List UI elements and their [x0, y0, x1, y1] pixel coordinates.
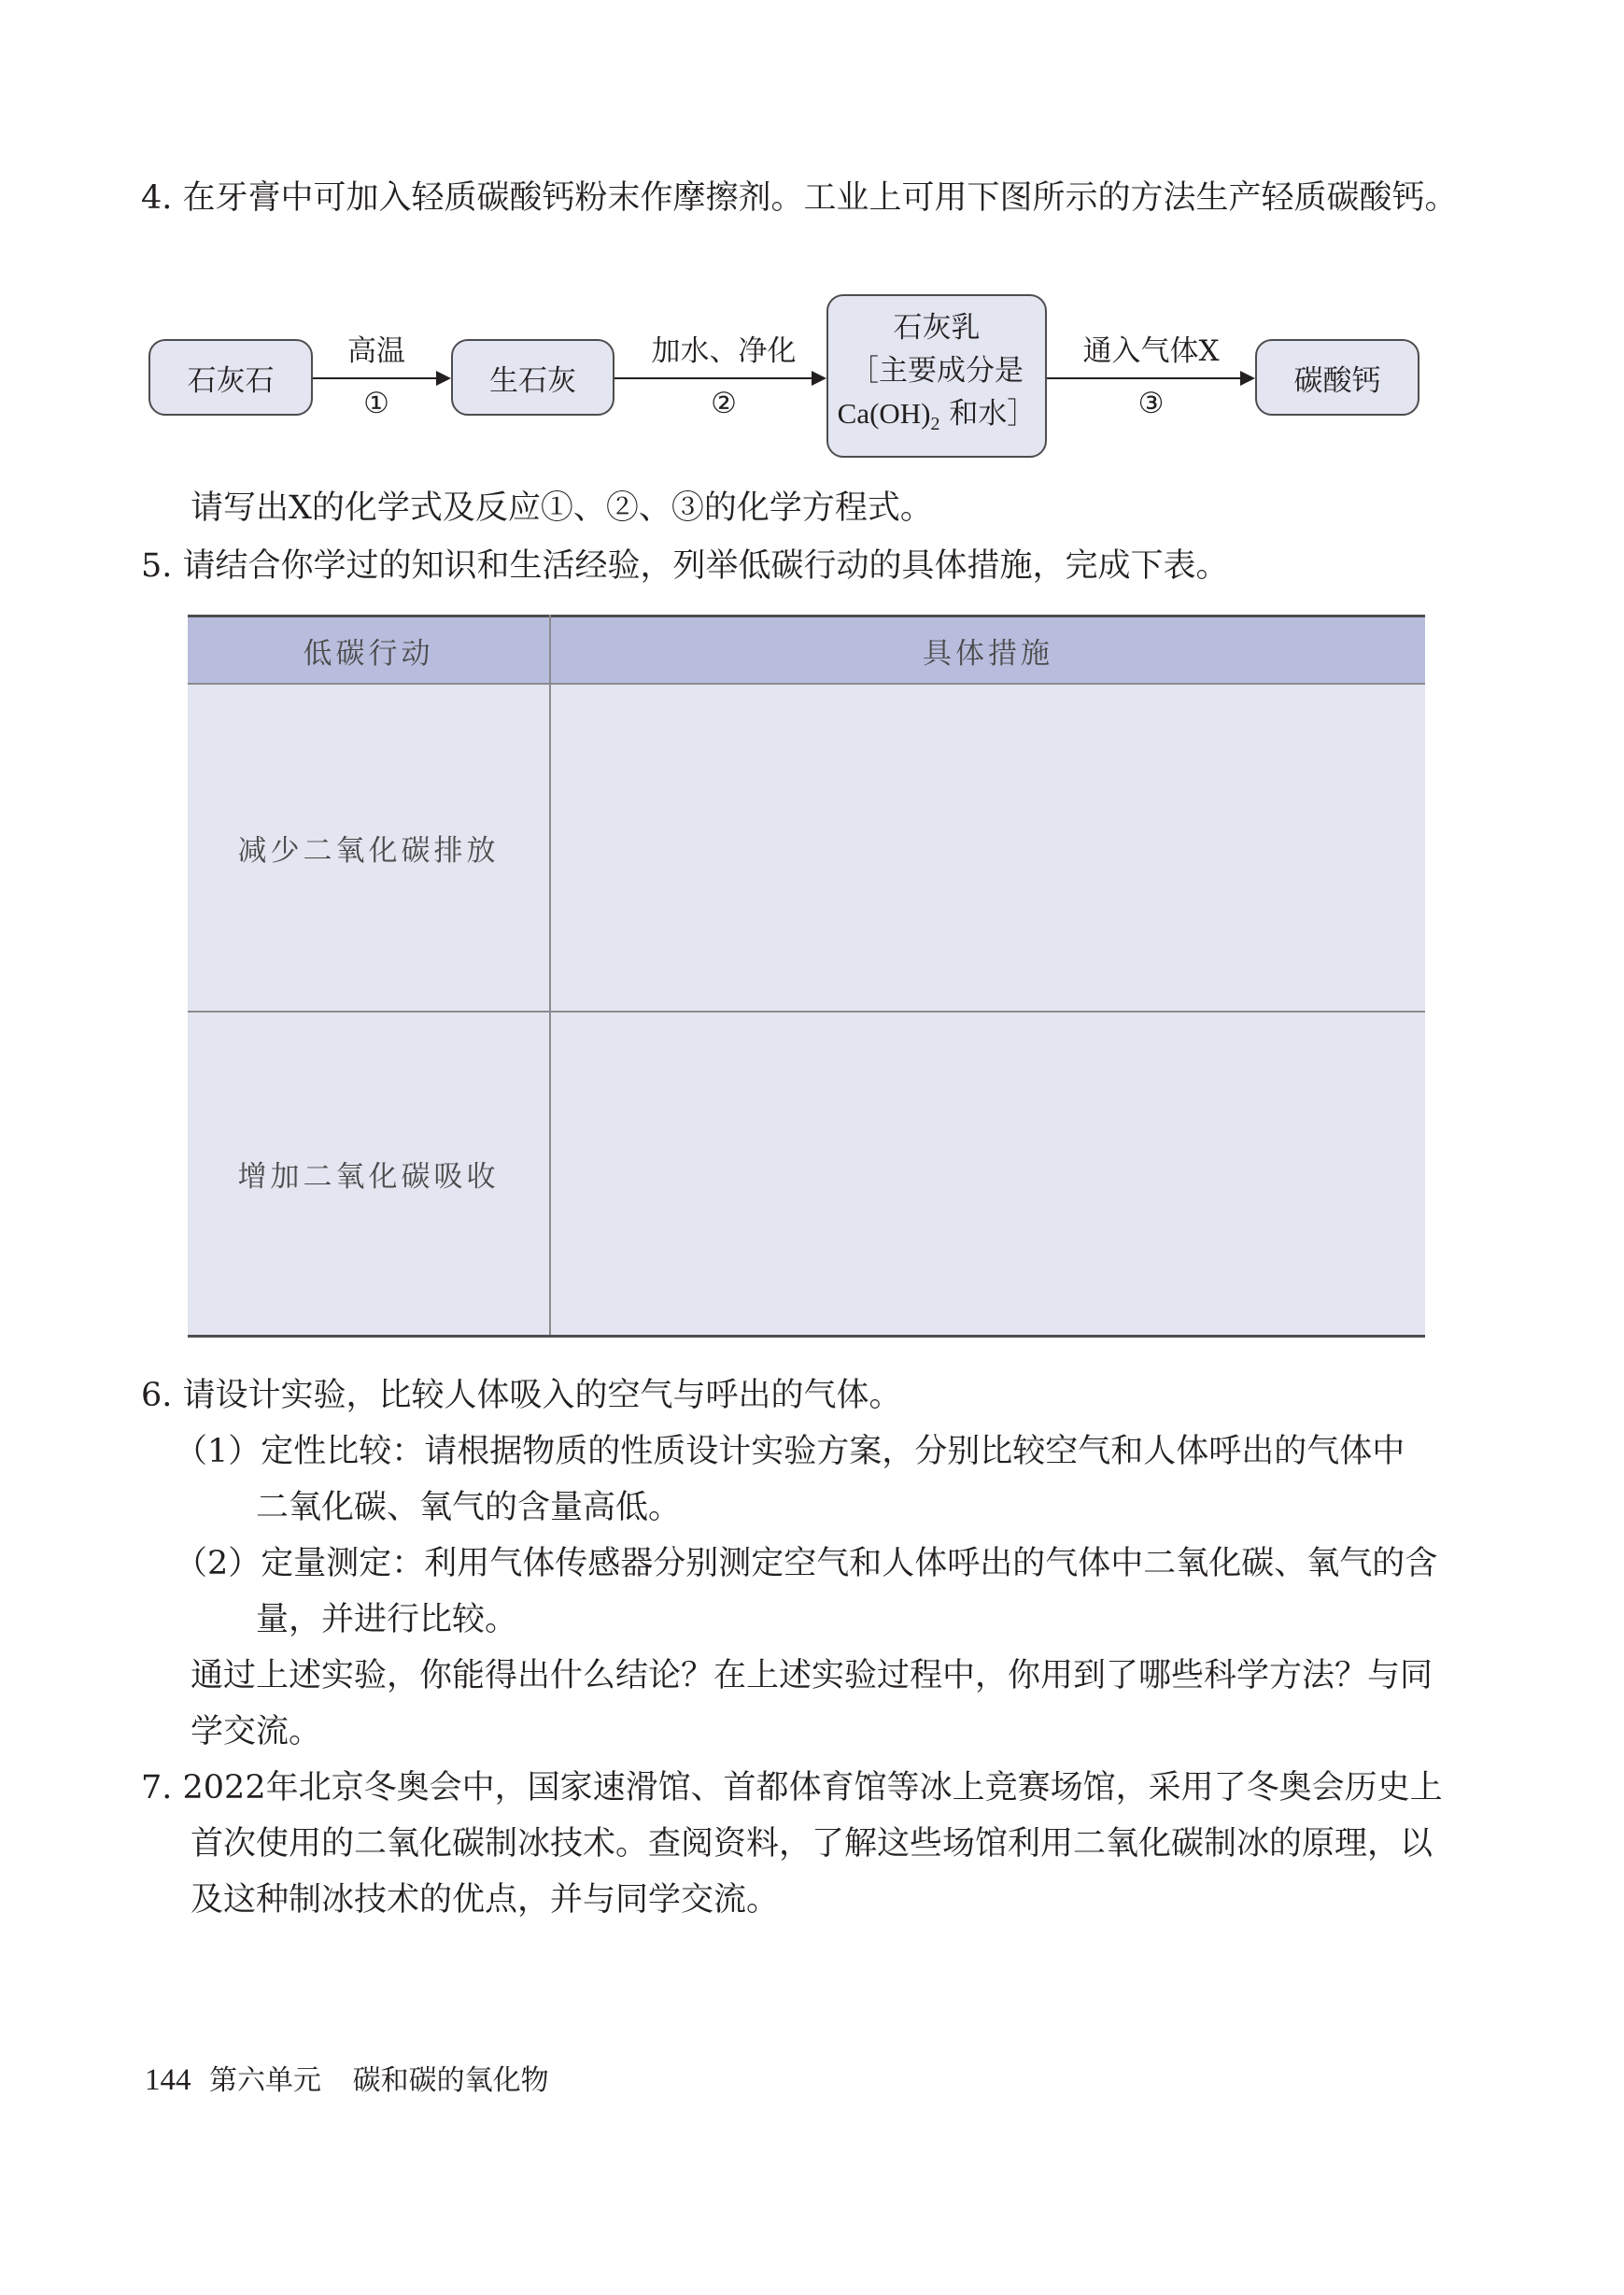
row-reduce-emission: 减少二氧化碳排放 [237, 834, 500, 868]
flow-box-lime-milk [826, 294, 1047, 458]
arrow3 [1047, 377, 1253, 379]
header-action: 低碳行动 [303, 636, 434, 671]
q6-line-3: 二氧化碳、氧气的含量高低。 [256, 1489, 682, 1526]
q7-line-1: 7. 2022年北京冬奥会中，国家速滑馆、首都体育馆等冰上竞赛场馆，采用了冬奥会历史上 [141, 1769, 1443, 1806]
arrow2-label-top: 加水、净化 [651, 334, 797, 368]
row-reduce-emission-measure [551, 685, 1425, 1011]
arrow1-label-top: 高温 [347, 334, 405, 368]
unit-label: 第六单元 [209, 2064, 322, 2097]
lime-milk-composition: ［主要成分是 [850, 353, 1024, 388]
q6-line-2: （1）定性比较：请根据物质的性质设计实验方案，分别比较空气和人体呼出的气体中 [175, 1433, 1405, 1470]
q6-line-1: 6. 请设计实验，比较人体吸入的空气与呼出的气体。 [141, 1377, 902, 1414]
lime-milk-formula: $Ca(OH)_2$ 和水］ [837, 396, 1037, 435]
arrow3-label-top: 通入气体X [1082, 334, 1220, 368]
q6-line-7: 学交流。 [191, 1713, 322, 1750]
q4-text: 4. 在牙膏中可加入轻质碳酸钙粉末作摩擦剂。工业上可用下图所示的方法生产轻质碳酸钙。 [141, 179, 1458, 217]
q4-prompt: 请写出X的化学式及反应①、②、③的化学方程式。 [191, 489, 933, 527]
q7-line-2: 首次使用的二氧化碳制冰技术。查阅资料，了解这些场馆利用二氧化碳制冰的原理，以 [191, 1825, 1433, 1863]
lime-milk-title: 石灰乳 [893, 310, 981, 345]
flow-box-quicklime: 生石灰 [451, 339, 614, 416]
arrow1 [313, 377, 449, 379]
flow-box-limestone: 石灰石 [148, 339, 313, 416]
header-measure: 具体措施 [923, 636, 1053, 671]
q6-line-5: 量，并进行比较。 [256, 1601, 518, 1638]
low-carbon-table [188, 615, 1425, 1339]
arrow2-label-bottom: ② [711, 387, 737, 420]
arrow3-label-bottom: ③ [1137, 387, 1165, 420]
chapter-title: 碳和碳的氧化物 [352, 2064, 549, 2097]
q7-line-3: 及这种制冰技术的优点，并与同学交流。 [191, 1881, 780, 1919]
page-number: 144 [145, 2063, 191, 2097]
q6-line-4: （2）定量测定：利用气体传感器分别测定空气和人体呼出的气体中二氧化碳、氧气的含 [175, 1545, 1438, 1582]
flow-box-calcium-carbonate: 碳酸钙 [1255, 339, 1419, 416]
page-footer [145, 2057, 549, 2098]
row-increase-absorption: 增加二氧化碳吸收 [237, 1160, 500, 1194]
arrow1-label-bottom: ① [363, 387, 389, 420]
row-increase-absorption-measure [551, 1013, 1425, 1335]
arrow2 [614, 377, 825, 379]
q6-line-6: 通过上述实验，你能得出什么结论？在上述实验过程中，你用到了哪些科学方法？与同 [191, 1657, 1433, 1694]
q5-text: 5. 请结合你学过的知识和生活经验，列举低碳行动的具体措施，完成下表。 [141, 547, 1229, 585]
